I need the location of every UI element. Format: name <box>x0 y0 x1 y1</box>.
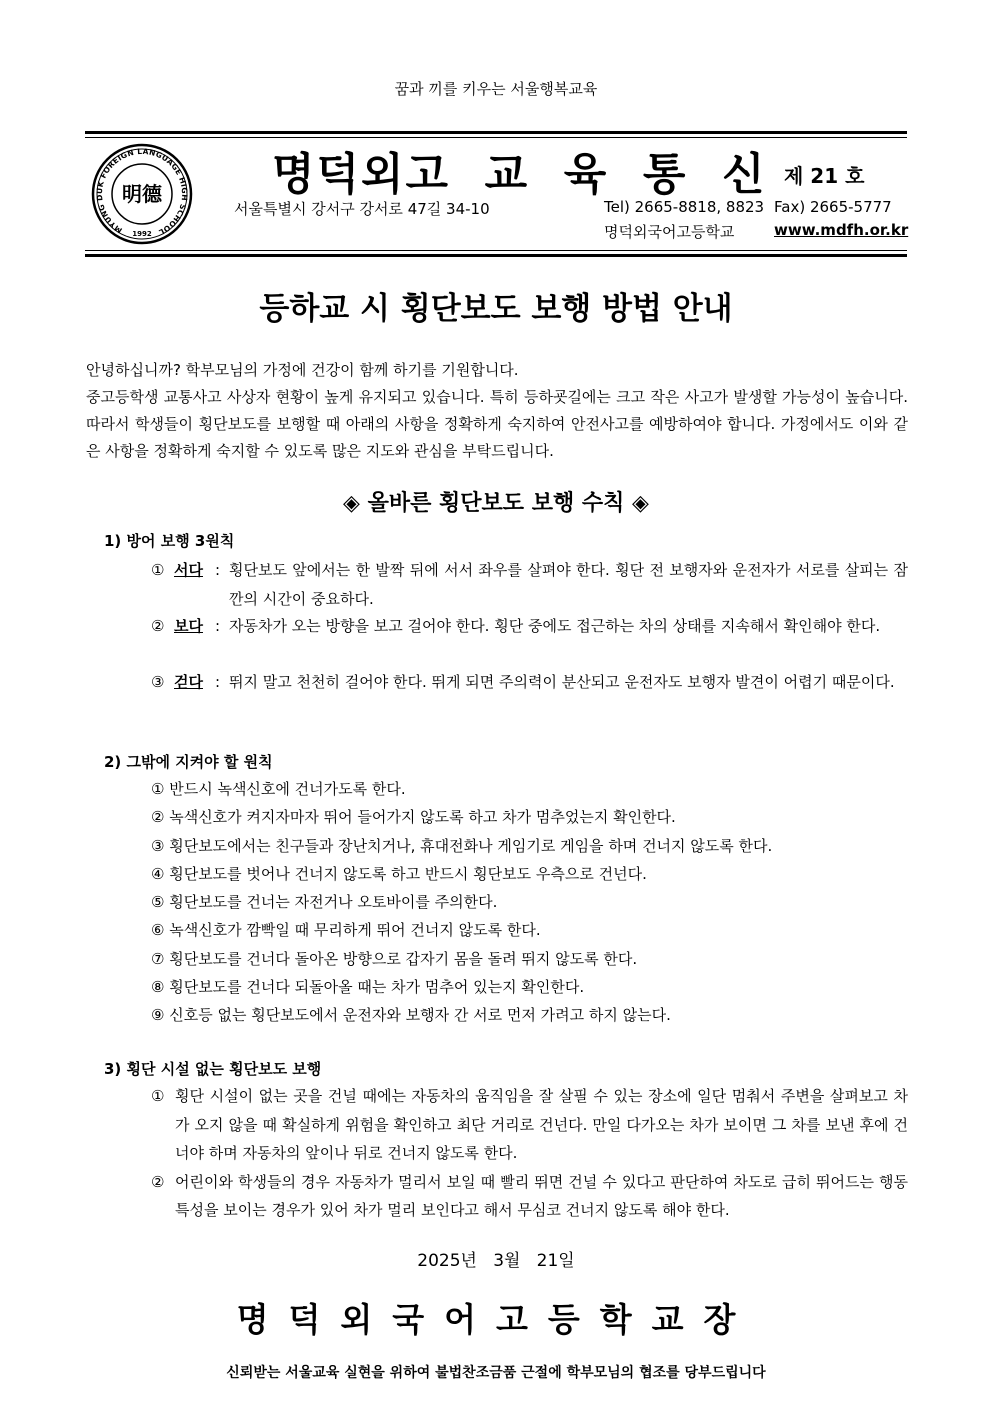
seal-center-text: 明德 <box>122 182 162 206</box>
list-item: ⑥ 녹색신호가 깜빡일 때 무리하게 뛰어 건너지 않도록 한다. <box>151 921 541 940</box>
rule-keyword: 보다 <box>174 617 203 635</box>
rule-keyword: 서다 <box>174 561 203 579</box>
document-title: 등하교 시 횡단보도 보행 방법 안내 <box>259 291 733 327</box>
list-item: ⑦ 횡단보도를 건너다 돌아온 방향으로 갑자기 몸을 돌려 뛰지 않도록 한다. <box>151 949 638 968</box>
rule-number: ③ <box>151 673 165 691</box>
list-item <box>151 1082 908 1168</box>
rule-keyword: 걷다 <box>174 673 203 691</box>
school-tel: Tel) 2665-8818, 8823 <box>604 198 765 216</box>
school-address: 서울특별시 강서구 강서로 47길 34-10 <box>234 200 490 218</box>
intro-body: 중고등학생 교통사고 사상자 현황이 높게 유지되고 있습니다. 특히 등하굣길에는 크고 작은 사고가 발생할 가능성이 높습니다. 따라서 학생들이 횡단보도를 보행할 때 아래의 사항을 정확하게 숙지하여 안전사고를 예방하여야 합니다. 가정에서도 이와 같은 사항을 정확하게 숙지할 수 있도록 많은 지도와 관심을 부탁드립니다. <box>86 388 908 460</box>
header-bottom-rule-thin <box>85 250 907 251</box>
subsection-title-other-principles: 2) 그밖에 지켜야 할 원칙 <box>104 753 273 771</box>
list-item: ③ 횡단보도에서는 친구들과 장난치거나, 휴대전화나 게임기로 게임을 하며 건너지 않도록 한다. <box>151 836 773 855</box>
list-item: ② 녹색신호가 켜지자마자 뛰어 들어가지 않도록 하고 차가 멈추었는지 확인한다. <box>151 808 676 827</box>
list-item: ① 반드시 녹색신호에 건너가도록 한다. <box>151 780 406 798</box>
issue-date: 2025년 3월 21일 <box>417 1251 575 1271</box>
item-number: ② <box>151 1172 165 1191</box>
intro-text <box>86 357 908 465</box>
list-item: ⑤ 횡단보도를 건너는 자전거나 오토바이를 주의한다. <box>151 893 498 912</box>
intro-greeting: 안녕하십니까? 학부모님의 가정에 건강이 함께 하기를 기원합니다. <box>86 361 519 379</box>
seal-ring-text: MYUNG DUK FOREIGN LANGUAGE HIGH SCHOOL <box>94 146 190 237</box>
footer-notice: 신뢰받는 서울교육 실현을 위하여 불법찬조금품 근절에 학부모님의 협조를 당부드립니다 <box>226 1365 766 1381</box>
section-heading: ◈ 올바른 횡단보도 보행 수칙 ◈ <box>343 491 649 516</box>
no-facility-list <box>151 1082 908 1225</box>
item-text: 횡단 시설이 없는 곳을 건널 때에는 자동차의 움직임을 잘 살필 수 있는 장소에 일단 멈춰서 주변을 살펴보고 차가 오지 않을 때 확실하게 위험을 확인하고 최단 거리로 건넌다. 만일 다가오는 차가 보이면 그 차를 보낸 후에 건너야 하며 자동차의 앞이나 뒤로 건너지 않도록 한다. <box>175 1087 908 1162</box>
rule-description: 횡단보도 앞에서는 한 발짝 뒤에 서서 좌우를 살펴야 한다. 횡단 전 보행자와 운전자가 서로를 살피는 잠깐의 시간이 중요하다. <box>229 561 908 608</box>
rule-stop <box>151 556 908 614</box>
subsection-title-no-crossing-facility: 3) 횡단 시설 없는 횡단보도 보행 <box>104 1060 322 1078</box>
item-number: ① <box>151 1087 165 1105</box>
subsection-title-defensive-walking: 1) 방어 보행 3원칙 <box>104 532 235 550</box>
item-text: 어린이와 학생들의 경우 자동차가 멀리서 보일 때 빨리 뛰면 건널 수 있다고 판단하여 차도로 급히 뛰어드는 행동 특성을 보이는 경우가 있어 차가 멀리 보인다고 해서 무심코 건너지 않도록 해야 한다. <box>175 1172 908 1219</box>
slogan: 꿈과 끼를 키우는 서울행복교육 <box>394 80 598 98</box>
principal-signature: 명덕외국어고등학교장 <box>236 1300 756 1339</box>
school-name: 명덕외국어고등학교 <box>604 223 735 241</box>
school-fax: Fax) 2665-5777 <box>774 198 892 216</box>
rule-number: ① <box>151 561 165 579</box>
school-website-link[interactable]: www.mdfh.or.kr <box>774 221 909 239</box>
list-item: ⑧ 횡단보도를 건너다 되돌아올 때는 차가 멈추어 있는지 확인한다. <box>151 978 585 997</box>
list-item: ④ 횡단보도를 벗어나 건너지 않도록 하고 반드시 횡단보도 우측으로 건넌다. <box>151 864 647 883</box>
rule-walk <box>151 668 908 697</box>
rule-number: ② <box>151 617 165 635</box>
header-top-rule-thick <box>85 131 907 134</box>
list-item: ⑨ 신호등 없는 횡단보도에서 운전자와 보행자 간 서로 먼저 가려고 하지 않는다. <box>151 1006 671 1025</box>
rule-colon: : <box>215 673 221 691</box>
rule-colon: : <box>215 617 221 635</box>
header-bottom-rule-thick <box>85 254 907 257</box>
issue-number: 제 21 호 <box>784 164 865 188</box>
rule-look <box>151 612 908 641</box>
newsletter-title: 명덕외고 교 육 통 신 <box>272 149 767 200</box>
seal-year: 1992 <box>132 230 152 238</box>
rule-description: 자동차가 오는 방향을 보고 걸어야 한다. 횡단 중에도 접근하는 차의 상태를 지속해서 확인해야 한다. <box>229 617 881 635</box>
rule-colon: : <box>215 561 221 579</box>
rule-description: 뛰지 말고 천천히 걸어야 한다. 뛰게 되면 주의력이 분산되고 운전자도 보행자 발견이 어렵기 때문이다. <box>229 673 895 691</box>
other-principles-list <box>151 775 908 1030</box>
school-seal-logo <box>84 142 200 246</box>
list-item <box>151 1168 908 1225</box>
